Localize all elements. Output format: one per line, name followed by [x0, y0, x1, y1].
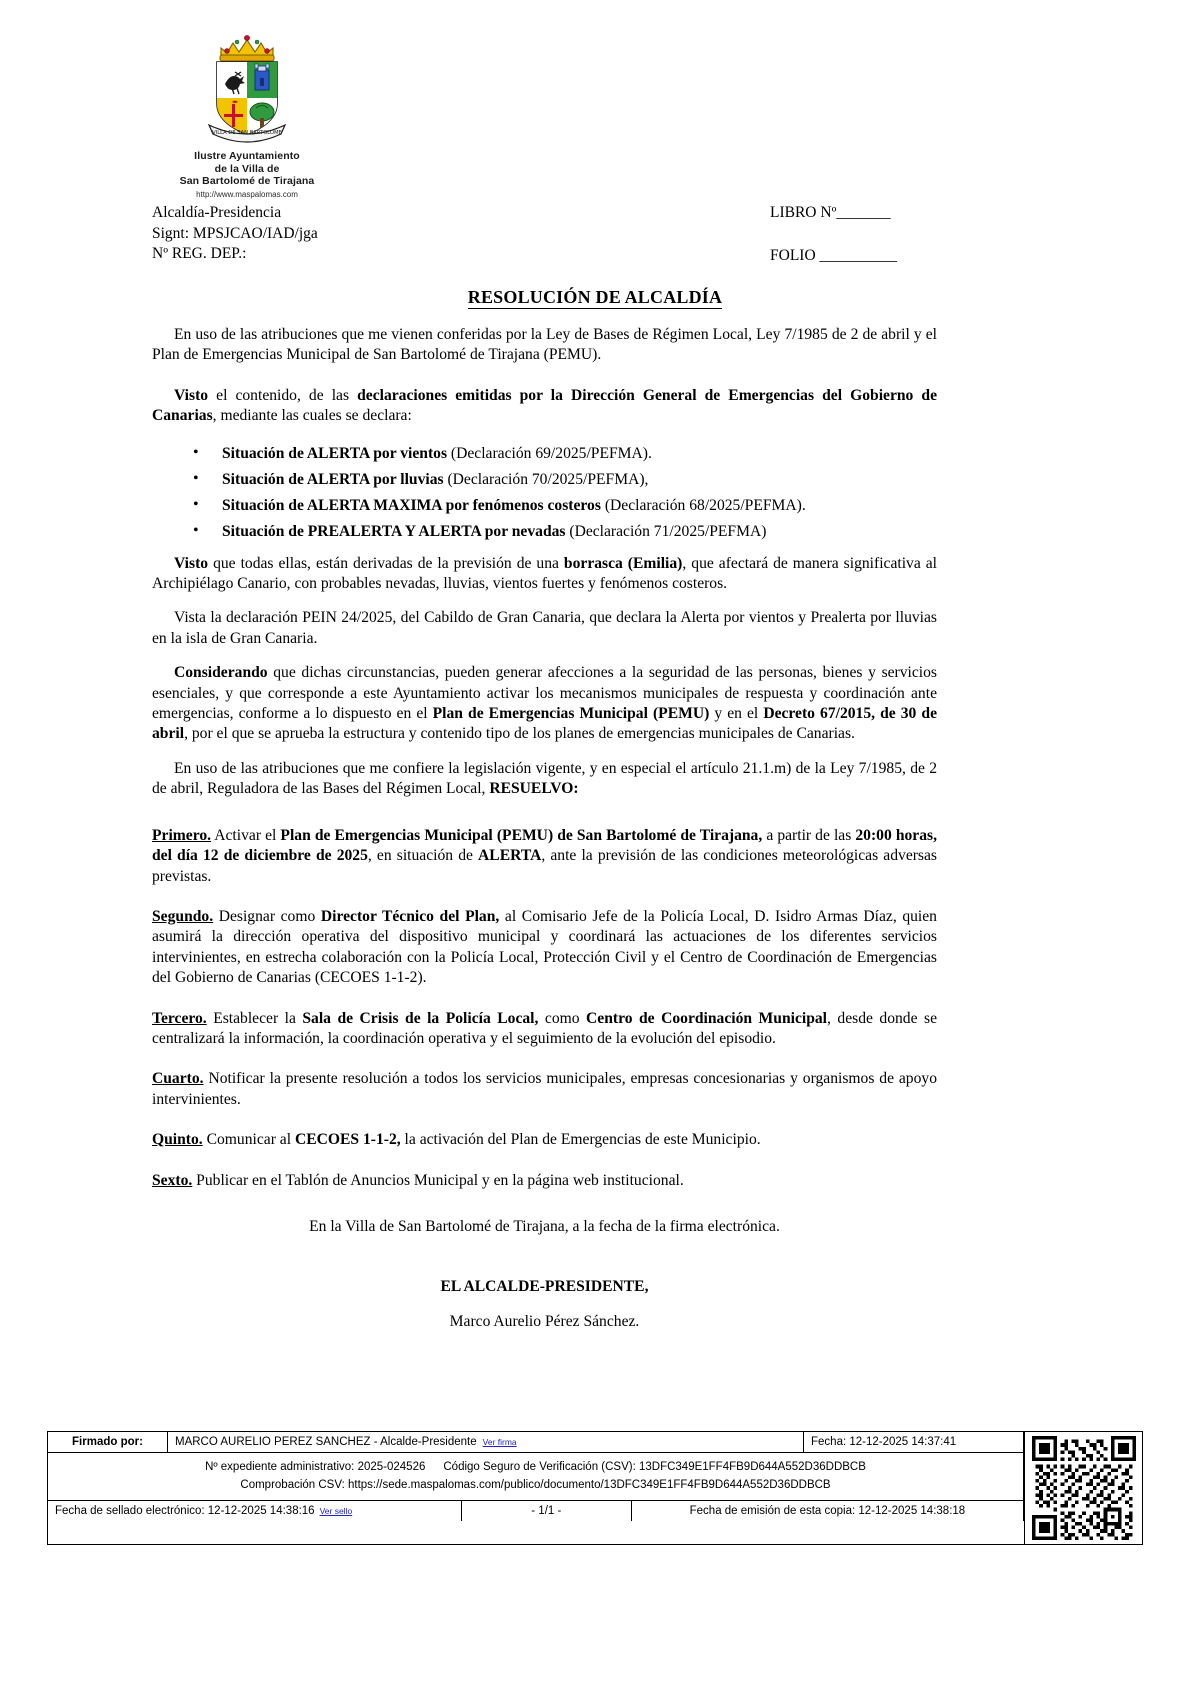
- emphasis-run: ALERTA: [478, 847, 542, 865]
- visto2-mid: que todas ellas, están derivadas de la previsión de una: [208, 554, 564, 572]
- declaration-ref: (Declaración 70/2025/PEFMA),: [443, 470, 649, 488]
- declaration-title: Situación de ALERTA por lluvias: [222, 470, 444, 488]
- signed-by-label: Firmado por:: [48, 1432, 168, 1452]
- seal-date: Fecha de sellado electrónico: 12-12-2025 14:38:16: [55, 1505, 315, 1517]
- emphasis-run: Plan de Emergencias Municipal (PEMU) de San Bartolomé de Tirajana,: [280, 826, 763, 844]
- signature-name: Marco Aurelio Pérez Sánchez.: [449, 1312, 640, 1330]
- emphasis-run: CECOES 1-1-2,: [294, 1131, 401, 1149]
- visto2-lead: Visto: [174, 554, 209, 572]
- document-body: [152, 325, 937, 1332]
- considerando-tail: , por el que se aprueba la estructura y contenido tipo de los planes de emergencias municipales de Canarias.: [184, 725, 855, 743]
- ordinal-tercero: Tercero.: [152, 1009, 207, 1027]
- text-run: , ante la previsión de las condiciones meteorológicas adversas previstas.: [152, 847, 937, 885]
- emphasis-run: Sala de Crisis de la Policía Local,: [302, 1009, 539, 1027]
- ordinal-segundo: Segundo.: [152, 907, 214, 925]
- list-item: [222, 495, 937, 516]
- electronic-signature-footer: [47, 1431, 1143, 1545]
- resolution-cuarto: [152, 1069, 937, 1110]
- resolution-cuarto-body: [152, 1070, 937, 1107]
- considerando-bold-pemu: Plan de Emergencias Municipal (PEMU): [432, 705, 710, 723]
- visto-bold: declaraciones emitidas por la Dirección General de Emergencias del Gobierno de Canarias: [152, 386, 937, 425]
- visto2-bold: borrasca (Emilia): [563, 554, 683, 572]
- svg-text:VILLA DE SAN BARTOLOME: VILLA DE SAN BARTOLOME: [212, 130, 282, 136]
- resolution-segundo-body: [152, 908, 937, 986]
- resuelvo-keyword: RESUELVO:: [489, 780, 579, 798]
- footer-row-seal: [48, 1501, 1024, 1521]
- declaration-ref: (Declaración 69/2025/PEFMA).: [447, 444, 652, 462]
- declaration-title: Situación de ALERTA por vientos: [222, 444, 448, 462]
- declarations-list: [152, 443, 937, 542]
- text-run: Designar como: [213, 907, 321, 925]
- resolution-tercero-body: [152, 1010, 937, 1047]
- signer-cell: [168, 1432, 804, 1452]
- list-item: [222, 443, 937, 464]
- header-folio-field: FOLIO __________: [770, 246, 898, 264]
- page-title: [0, 287, 1190, 308]
- view-seal-link[interactable]: Ver sello: [319, 1506, 353, 1516]
- text-run: Publicar en el Tablón de Anuncios Municipal y en la página web institucional.: [192, 1171, 684, 1189]
- crest-website-url: http://www.maspalomas.com: [196, 189, 298, 199]
- footer-left-column: [48, 1432, 1024, 1544]
- visto2-tail: , que afectará de manera significativa al Archipiélago Canario, con probables nevadas, lluvias, vientos fuertes y fenómenos costeros.: [152, 554, 938, 593]
- ordinal-quinto: Quinto.: [152, 1131, 203, 1149]
- considerando-mid: que dichas circunstancias, pueden generar afecciones a la seguridad de las personas, bienes y servicios esenciales, y que corresponde a este Ayuntamiento activar los mecanismos municipales de respuesta y coordinación ante emergencias, conforme a lo dispuesto en el: [152, 664, 937, 723]
- paragraph-vista-pein: Vista la declaración PEIN 24/2025, del Cabildo de Gran Canaria, que declara la Alerta por vientos y Prealerta por lluvias en la isla de Gran Canaria.: [152, 609, 937, 647]
- copy-issue-date: Fecha de emisión de esta copia: 12-12-2025 14:38:18: [632, 1501, 1024, 1521]
- emphasis-run: 20:00 horas, del día 12 de diciembre de 2025: [152, 826, 937, 865]
- paragraph-place-date: En la Villa de San Bartolomé de Tirajana, a la fecha de la firma electrónica.: [309, 1217, 780, 1235]
- text-run: Establecer la: [206, 1009, 303, 1027]
- text-run: como: [538, 1009, 587, 1027]
- text-run: , desde donde se centralizará la información, la coordinación operativa y el seguimiento de la evolución del episodio.: [152, 1009, 937, 1047]
- resolution-sexto-body: [192, 1172, 683, 1189]
- header-registry-number: Nº REG. DEP.:: [152, 245, 247, 262]
- paragraph-visto-borrasca: [152, 554, 937, 595]
- text-run: Notificar la presente resolución a todos los servicios municipales, empresas concesionarias y organismos de apoyo intervinientes.: [152, 1070, 937, 1108]
- header-signature-code: Signt: MPSJCAO/IAD/jga: [152, 224, 318, 242]
- text-run: Comunicar al: [202, 1131, 295, 1149]
- crest-caption-line-2: de la Villa de: [214, 162, 280, 175]
- crest-caption-line-3: San Bartolomé de Tirajana: [179, 175, 315, 187]
- ordinal-primero: Primero.: [152, 826, 212, 844]
- resolution-segundo: [152, 907, 937, 989]
- footer-row-signer: [48, 1432, 1024, 1453]
- paragraph-intro: En uso de las atribuciones que me vienen conferidas por la Ley de Bases de Régimen Local, Ley 7/1985 de 2 de abril y el Plan de Emergencias Municipal de San Bartolomé de Tirajana (PEMU).: [152, 326, 937, 364]
- header-department: Alcaldía-Presidencia: [152, 204, 282, 221]
- paragraph-resuelvo-intro: [152, 759, 937, 800]
- text-run: a partir de las: [762, 826, 856, 844]
- crest-caption-line-1: Ilustre Ayuntamiento: [194, 150, 300, 162]
- coat-of-arms-icon: [199, 26, 295, 148]
- resuelvo-text: En uso de las atribuciones que me confiere la legislación vigente, y en especial el artículo 21.1.m) de la Ley 7/1985, de 2 de abril, Reguladora de las Bases del Régimen Local,: [152, 759, 937, 798]
- csv-verification-url[interactable]: Comprobación CSV: https://sede.maspalomas.com/publico/documento/13DFC349E1FF4FB9D644A552D36DDBCB: [240, 1479, 831, 1491]
- view-signature-link[interactable]: Ver firma: [482, 1437, 517, 1447]
- list-item: [222, 521, 937, 542]
- declaration-title: Situación de ALERTA MAXIMA por fenómenos costeros: [222, 496, 601, 514]
- header-left-meta: [152, 203, 318, 265]
- paragraph-visto-contenido: [152, 386, 937, 427]
- qr-code-icon: [1032, 1436, 1136, 1540]
- page-title-text: RESOLUCIÓN DE ALCALDÍA: [467, 287, 723, 307]
- header-libro-field: LIBRO Nº_______: [770, 204, 891, 221]
- visto-tail: , mediante las cuales se declara:: [212, 407, 412, 425]
- resolution-primero-body: [152, 827, 937, 885]
- paragraph-considerando: [152, 663, 937, 745]
- signature-date: Fecha: 12-12-2025 14:37:41: [804, 1432, 1024, 1452]
- considerando-mid2: y en el: [709, 705, 764, 723]
- resolution-quinto-body: [203, 1131, 761, 1148]
- csv-code: Código Seguro de Verificación (CSV): 13DFC349E1FF4FB9D644A552D36DDBCB: [443, 1461, 866, 1473]
- csv-line-1: [55, 1458, 1016, 1476]
- text-run: la activación del Plan de Emergencias de este Municipio.: [400, 1131, 761, 1149]
- resolution-sexto: [152, 1171, 937, 1191]
- header-right-meta: [770, 203, 1100, 266]
- csv-block: [48, 1453, 1024, 1500]
- resolution-quinto: [152, 1130, 937, 1150]
- emphasis-run: Centro de Coordinación Municipal: [586, 1009, 828, 1027]
- list-item: [222, 469, 937, 490]
- resolution-tercero: [152, 1009, 937, 1050]
- crest-caption: [152, 150, 342, 188]
- footer-grid: [48, 1432, 1142, 1544]
- declaration-ref: (Declaración 68/2025/PEFMA).: [600, 496, 806, 514]
- text-run: , en situación de: [367, 847, 479, 865]
- seal-date-cell: [48, 1501, 462, 1521]
- text-run: al Comisario Jefe de la Policía Local, D. Isidro Armas Díaz, quien asumirá la dirección operativa del dispositivo municipal y coordinará las actuaciones de los diferentes servicios intervinientes, en estrecha colaboración con la Policía Local, Protección Civil y el Centro de Coordinación de Emergencias del Gobierno de Canarias (CECOES 1-1-2).: [152, 907, 937, 987]
- municipal-crest-block: [152, 26, 342, 200]
- qr-code-cell: [1024, 1432, 1142, 1544]
- visto-lead: Visto: [174, 386, 209, 404]
- footer-row-csv: [48, 1453, 1024, 1501]
- resolution-primero: [152, 826, 937, 887]
- signature-title: EL ALCALDE-PRESIDENTE,: [440, 1278, 649, 1296]
- visto-mid: el contenido, de las: [208, 386, 358, 404]
- emphasis-run: Director Técnico del Plan,: [320, 907, 500, 925]
- ordinal-sexto: Sexto.: [152, 1171, 193, 1189]
- page-indicator: - 1/1 -: [462, 1501, 632, 1521]
- considerando-lead: Considerando: [174, 664, 268, 682]
- declaration-title: Situación de PREALERTA Y ALERTA por nevadas: [222, 522, 566, 540]
- signer-name: MARCO AURELIO PEREZ SANCHEZ - Alcalde-Presidente: [175, 1436, 477, 1448]
- declaration-ref: (Declaración 71/2025/PEFMA): [565, 522, 767, 540]
- considerando-bold-decreto: Decreto 67/2015, de 30 de abril: [152, 705, 937, 743]
- text-run: Activar el: [211, 826, 281, 844]
- expediente-number: Nº expediente administrativo: 2025-024526: [205, 1461, 426, 1473]
- ordinal-cuarto: Cuarto.: [152, 1070, 204, 1088]
